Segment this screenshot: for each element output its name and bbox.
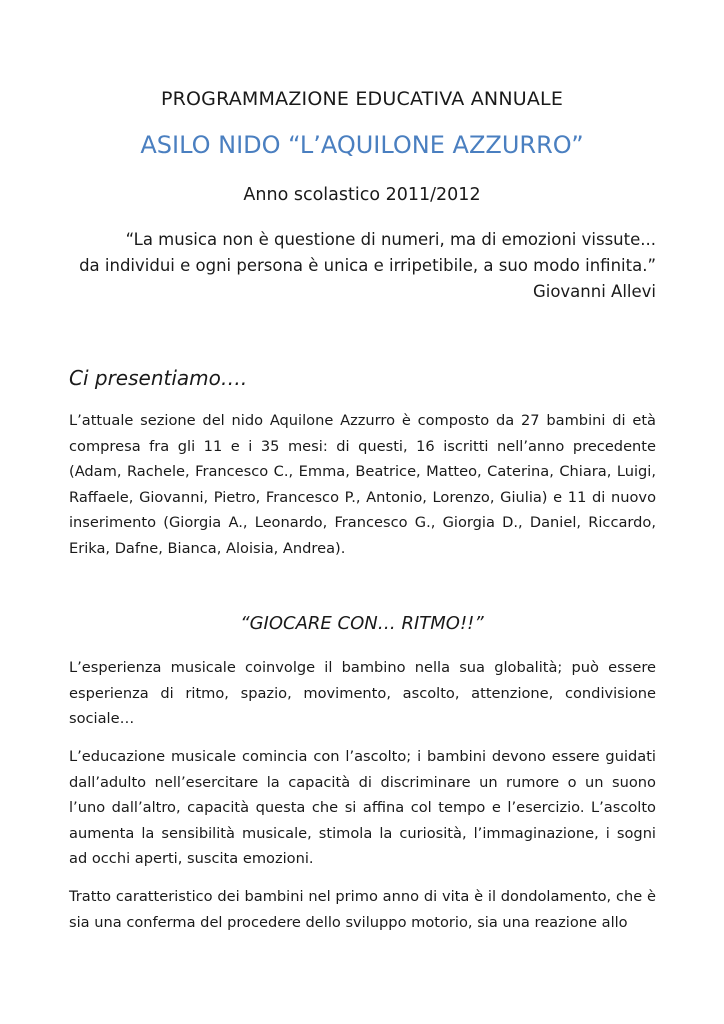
paragraph-ascolto: L’educazione musicale comincia con l’ascolto; i bambini devono essere guidati dall’adulto nell’esercitare la capacità di discriminare un rumore o un suono l’uno dall’altro, capacità questa che si affina col tempo e l’esercizio. L’ascolto aumenta la sensibilità musicale, stimola la curiosità, l’immaginazione, i sogni ad occhi aperti, suscita emozioni. bbox=[69, 748, 656, 867]
quote-author: Giovanni Allevi bbox=[532, 282, 656, 301]
paragraph-esperienza: L’esperienza musicale coinvolge il bambino nella sua globalità; può essere esperienza di ritmo, spazio, movimento, ascolto, attenzione, condivisione sociale… bbox=[69, 659, 656, 727]
document-title: PROGRAMMAZIONE EDUCATIVA ANNUALE bbox=[160, 88, 564, 110]
paragraph-presentation: L’attuale sezione del nido Aquilone Azzurro è composto da 27 bambini di età compresa fra gli 11 e i 35 mesi: di questi, 16 iscritti nell’anno precedente (Adam, Rachele, Francesco C., Emma, Beatrice, Matteo, Caterina, Chiara, Luigi, Raffaele, Giovanni, Pietro, Francesco P., Antonio, Lorenzo, Giulia) e 11 di nuovo inserimento (Giorgia A., Leonardo, Francesco G., Giorgia D., Daniel, Riccardo, Erika, Dafne, Bianca, Aloisia, Andrea). bbox=[69, 412, 656, 557]
paragraph-dondolamento: Tratto caratteristico dei bambini nel primo anno di vita è il dondolamento, che è sia una conferma del procedere dello sviluppo motorio, sia una reazione allo bbox=[69, 888, 656, 931]
epigraph-quote bbox=[56, 227, 656, 305]
school-name: ASILO NIDO “L’AQUILONE AZZURRO” bbox=[140, 131, 584, 159]
section-heading-ritmo: “GIOCARE CON… RITMO!!” bbox=[240, 613, 484, 634]
section-heading-presentiamo: Ci presentiamo…. bbox=[69, 366, 248, 390]
quote-line-2: da individui e ogni persona è unica e irripetibile, a suo modo infinita.” bbox=[79, 256, 656, 275]
quote-line-1: “La musica non è questione di numeri, ma di emozioni vissute... bbox=[125, 230, 656, 249]
school-year: Anno scolastico 2011/2012 bbox=[243, 185, 481, 205]
